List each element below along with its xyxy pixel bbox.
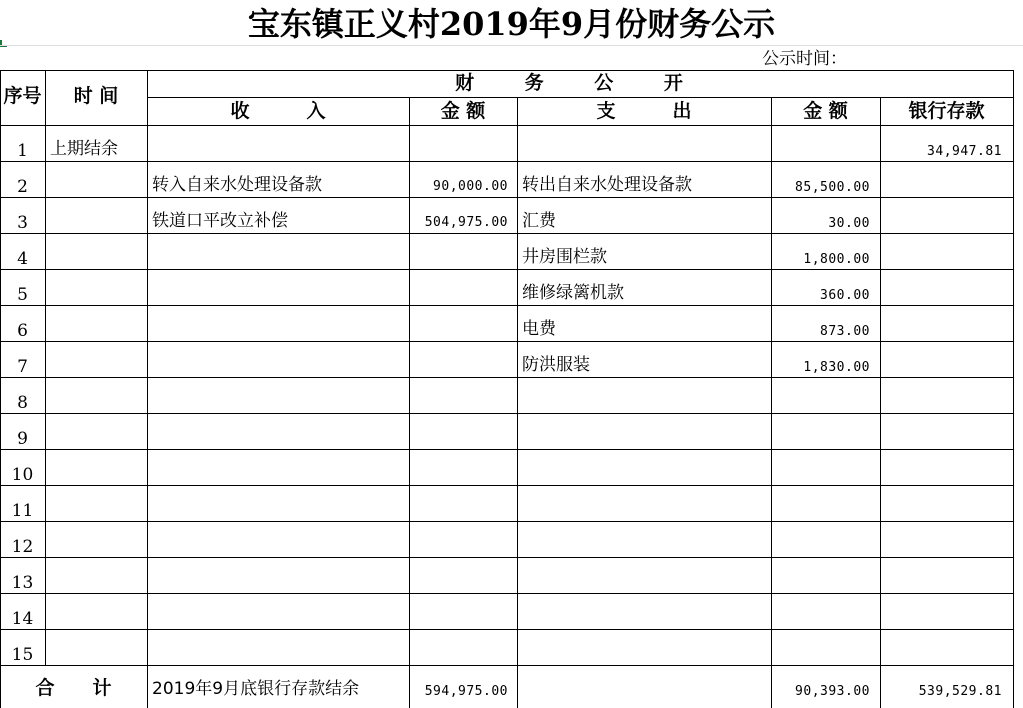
- row-divider: [0, 377, 1013, 378]
- row-seq: 11: [11, 501, 34, 521]
- row-divider: [0, 413, 1013, 414]
- row-divider: [0, 665, 1013, 666]
- row-expense-amount: 1,800.00: [803, 252, 870, 267]
- row-expense-amount: 873.00: [820, 324, 870, 339]
- row-income: 转入自来水处理设备款: [152, 175, 322, 195]
- row-seq: 13: [11, 573, 34, 593]
- page-title: 宝东镇正义村2019年9月份财务公示: [247, 5, 776, 43]
- row-seq: 14: [11, 609, 34, 629]
- total-expense-amount: 90,393.00: [795, 684, 870, 699]
- row-seq: 1: [17, 141, 28, 161]
- table-border-top: [0, 70, 1013, 71]
- header-time: 时 间: [73, 85, 119, 107]
- row-divider: [0, 197, 1013, 198]
- col-divider-time: [147, 70, 148, 708]
- row-expense-amount: 30.00: [828, 216, 870, 231]
- publish-time-label: 公示时间：: [762, 49, 847, 69]
- header-bank-deposit: 银行存款: [908, 100, 985, 122]
- col-divider-income-amount: [517, 97, 518, 708]
- header-expense-amount: 金 额: [803, 100, 848, 122]
- row-expense-amount: 85,500.00: [795, 180, 870, 195]
- row-divider: [0, 449, 1013, 450]
- row-seq: 6: [17, 321, 28, 341]
- row-seq: 15: [11, 645, 34, 665]
- row-divider: [0, 629, 1013, 630]
- header-income-amount: 金 额: [440, 100, 486, 122]
- row-divider: [0, 305, 1013, 306]
- row-seq: 5: [17, 285, 28, 305]
- row-income-amount: 90,000.00: [433, 179, 508, 194]
- row-income: 铁道口平改立补偿: [152, 211, 288, 231]
- table-border-right: [1013, 70, 1014, 708]
- row-seq: 9: [17, 429, 28, 449]
- col-divider-expense-amount: [880, 97, 881, 708]
- row-divider: [0, 521, 1013, 522]
- row-divider: [0, 269, 1013, 270]
- row-seq: 10: [11, 465, 34, 485]
- total-bank: 539,529.81: [918, 684, 1002, 699]
- row-time: 上期结余: [50, 139, 118, 159]
- row-expense: 井房围栏款: [522, 247, 607, 267]
- row-bank: 34,947.81: [927, 144, 1002, 159]
- row-expense: 维修绿篱机款: [522, 283, 624, 303]
- row-expense: 电费: [522, 319, 556, 339]
- row-expense-amount: 360.00: [820, 288, 870, 303]
- total-label: 合 计: [35, 677, 112, 699]
- row-expense: 汇费: [522, 211, 556, 231]
- header-divider: [147, 97, 1013, 98]
- row-divider: [0, 161, 1013, 162]
- header-income: 收 入: [230, 100, 326, 122]
- row-divider: [0, 593, 1013, 594]
- row-seq: 8: [17, 393, 28, 413]
- row-expense: 防洪服装: [522, 355, 590, 375]
- row-seq: 2: [17, 177, 28, 197]
- row-seq: 3: [17, 213, 28, 233]
- header-bottom-border: [0, 125, 1013, 126]
- header-seq: 序号: [3, 85, 42, 107]
- col-divider-seq: [45, 70, 46, 665]
- row-divider: [0, 557, 1013, 558]
- total-income: 2019年9月底银行存款结余: [152, 679, 360, 699]
- row-expense-amount: 1,830.00: [803, 360, 870, 375]
- total-income-amount: 594,975.00: [424, 684, 508, 699]
- row-divider: [0, 233, 1013, 234]
- header-expense: 支 出: [596, 100, 692, 122]
- row-divider: [0, 485, 1013, 486]
- row-seq: 7: [17, 357, 28, 377]
- row-seq: 12: [11, 537, 34, 557]
- row-seq: 4: [17, 249, 28, 269]
- row-divider: [0, 341, 1013, 342]
- row-expense: 转出自来水处理设备款: [522, 175, 692, 195]
- header-finance-public: 财 务 公 开: [455, 72, 705, 94]
- row-income-amount: 504,975.00: [424, 215, 508, 230]
